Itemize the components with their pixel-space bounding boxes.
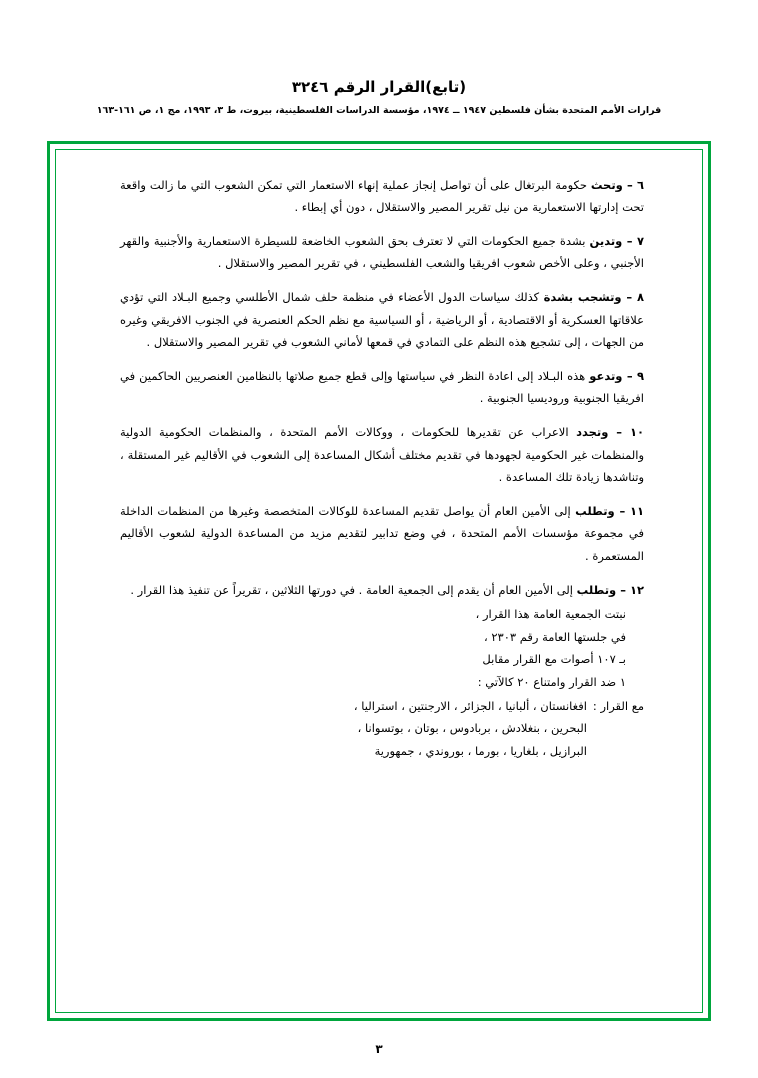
country-line: افغانستان ، ألبانيا ، الجزائر ، الارجنتين ، استراليا ، xyxy=(353,698,587,713)
paragraph-text: بشدة جميع الحكومات التي لا تعترف بحق الشعوب الخاضعة للسيطرة الاستعمارية والأجنبية والقهر الأجنبي ، وعلى الأخص شعوب افريقيا والشعب الفلسطيني ، في تقرير المصير والاستقلال . xyxy=(120,233,644,271)
paragraph-text: إلى الأمين العام أن يواصل تقديم المساعدة للوكالات المتخصصة وغيرها من المنظمات الداخلة في مجموعة مؤسسات الأمم المتحدة ، في وضع تدابير لتقديم مزيد من المساعدة الدولية لشعوب الأقاليم المستعمرة . xyxy=(120,504,644,563)
vote-summary-line: نبتت الجمعية العامة هذا القرار ، xyxy=(475,607,626,622)
paragraph-text: إلى الأمين العام أن يقدم إلى الجمعية العامة . في دورتها الثلاثين ، تقريراً عن تنفيذ هذا القرار . xyxy=(130,582,577,597)
paragraph-lead: ١٠ – وتجدد xyxy=(576,425,644,440)
resolution-paragraph xyxy=(120,365,644,410)
in-favour-label: مع القرار : xyxy=(592,698,644,713)
resolution-paragraph xyxy=(120,421,644,488)
paragraph-lead: ٩ – وتدعو xyxy=(589,368,644,383)
paragraph-text: كذلك سياسات الدول الأعضاء في منظمة حلف شمال الأطلسي وجميع البـلاد التي تؤدي علاقاتها العسكرية أو الاقتصادية ، أو الرياضية ، أو السياسية مع نظم الحكم العنصرية في الجنوب الافريقي وغيره من الجهات ، إلى تشجيع هذه النظم على التمادي في قمعها لأماني الشعوب في تقرير المصير والاستقلال . xyxy=(120,290,644,350)
in-favour-list xyxy=(120,695,644,762)
page-number: ٣ xyxy=(375,1042,383,1056)
country-line: البحرين ، بنغلادش ، بربادوس ، بوتان ، بوتسوانا ، xyxy=(357,721,587,736)
resolution-paragraph xyxy=(120,286,644,353)
vote-summary-line: ١ ضد القرار وامتناع ٢٠ كالآتي : xyxy=(477,674,626,689)
paragraph-lead: ٦ – وتحث xyxy=(590,177,644,192)
paragraph-text: الاعراب عن تقديرها للحكومات ، ووكالات الأمم المتحدة ، والمنظمات الحكومية الدولية والمنظمات غير الحكومية لجهودها في تقديم مختلف أشكال المساعدة إلى الشعوب في الأقاليم غير المستقلة ، وتناشدها زيادة تلك المساعدة . xyxy=(120,425,644,485)
document-header xyxy=(0,0,758,116)
resolution-paragraph xyxy=(120,174,644,219)
paragraph-text: هذه البـلاد إلى اعادة النظر في سياستها وإلى قطع جميع صلاتها بالنظامين العنصريين الحاكمين في افريقيا الجنوبية وروديسيا الجنوبية . xyxy=(120,368,644,406)
resolution-body xyxy=(50,144,714,762)
paragraph-lead: ٧ – وتدين xyxy=(589,233,644,248)
green-border-frame xyxy=(47,141,711,1021)
paragraph-lead: ١١ – وتطلب xyxy=(575,504,644,519)
page-title: (تابع)القرار الرقم ٣٢٤٦ xyxy=(291,78,467,96)
in-favour-countries xyxy=(120,695,587,762)
paragraph-lead: ٨ – وتشجب بشدة xyxy=(543,290,644,305)
vote-summary xyxy=(120,603,644,693)
page-subtitle: قرارات الأمم المتحدة بشأن فلسطين ١٩٤٧ ــ ١٩٧٤، مؤسسة الدراسات الفلسطينية، بيروت، ط ٣، ١٩٩٣، مج ١، ص ١٦١-١٦٣ xyxy=(96,105,662,116)
paragraph-text: حكومة البرتغال على أن تواصل إنجاز عملية إنهاء الاستعمار التي تمكن الشعوب التي ما زالت واقعة تحت إدارتها الاستعمارية من نيل تقرير المصير والاستقلال ، دون أي إبطاء . xyxy=(120,177,644,214)
resolution-paragraph xyxy=(120,230,644,275)
country-line: البرازيل ، بلغاريا ، بورما ، بوروندي ، جمهورية xyxy=(374,743,587,758)
resolution-paragraph xyxy=(120,579,644,601)
vote-summary-line: في جلستها العامة رقم ٢٣٠٣ ، xyxy=(483,629,626,644)
vote-summary-line: بـ ١٠٧ أصوات مع القرار مقابل xyxy=(482,652,626,667)
paragraph-lead: ١٢ – وتطلب xyxy=(576,582,644,597)
resolution-paragraph xyxy=(120,500,644,567)
